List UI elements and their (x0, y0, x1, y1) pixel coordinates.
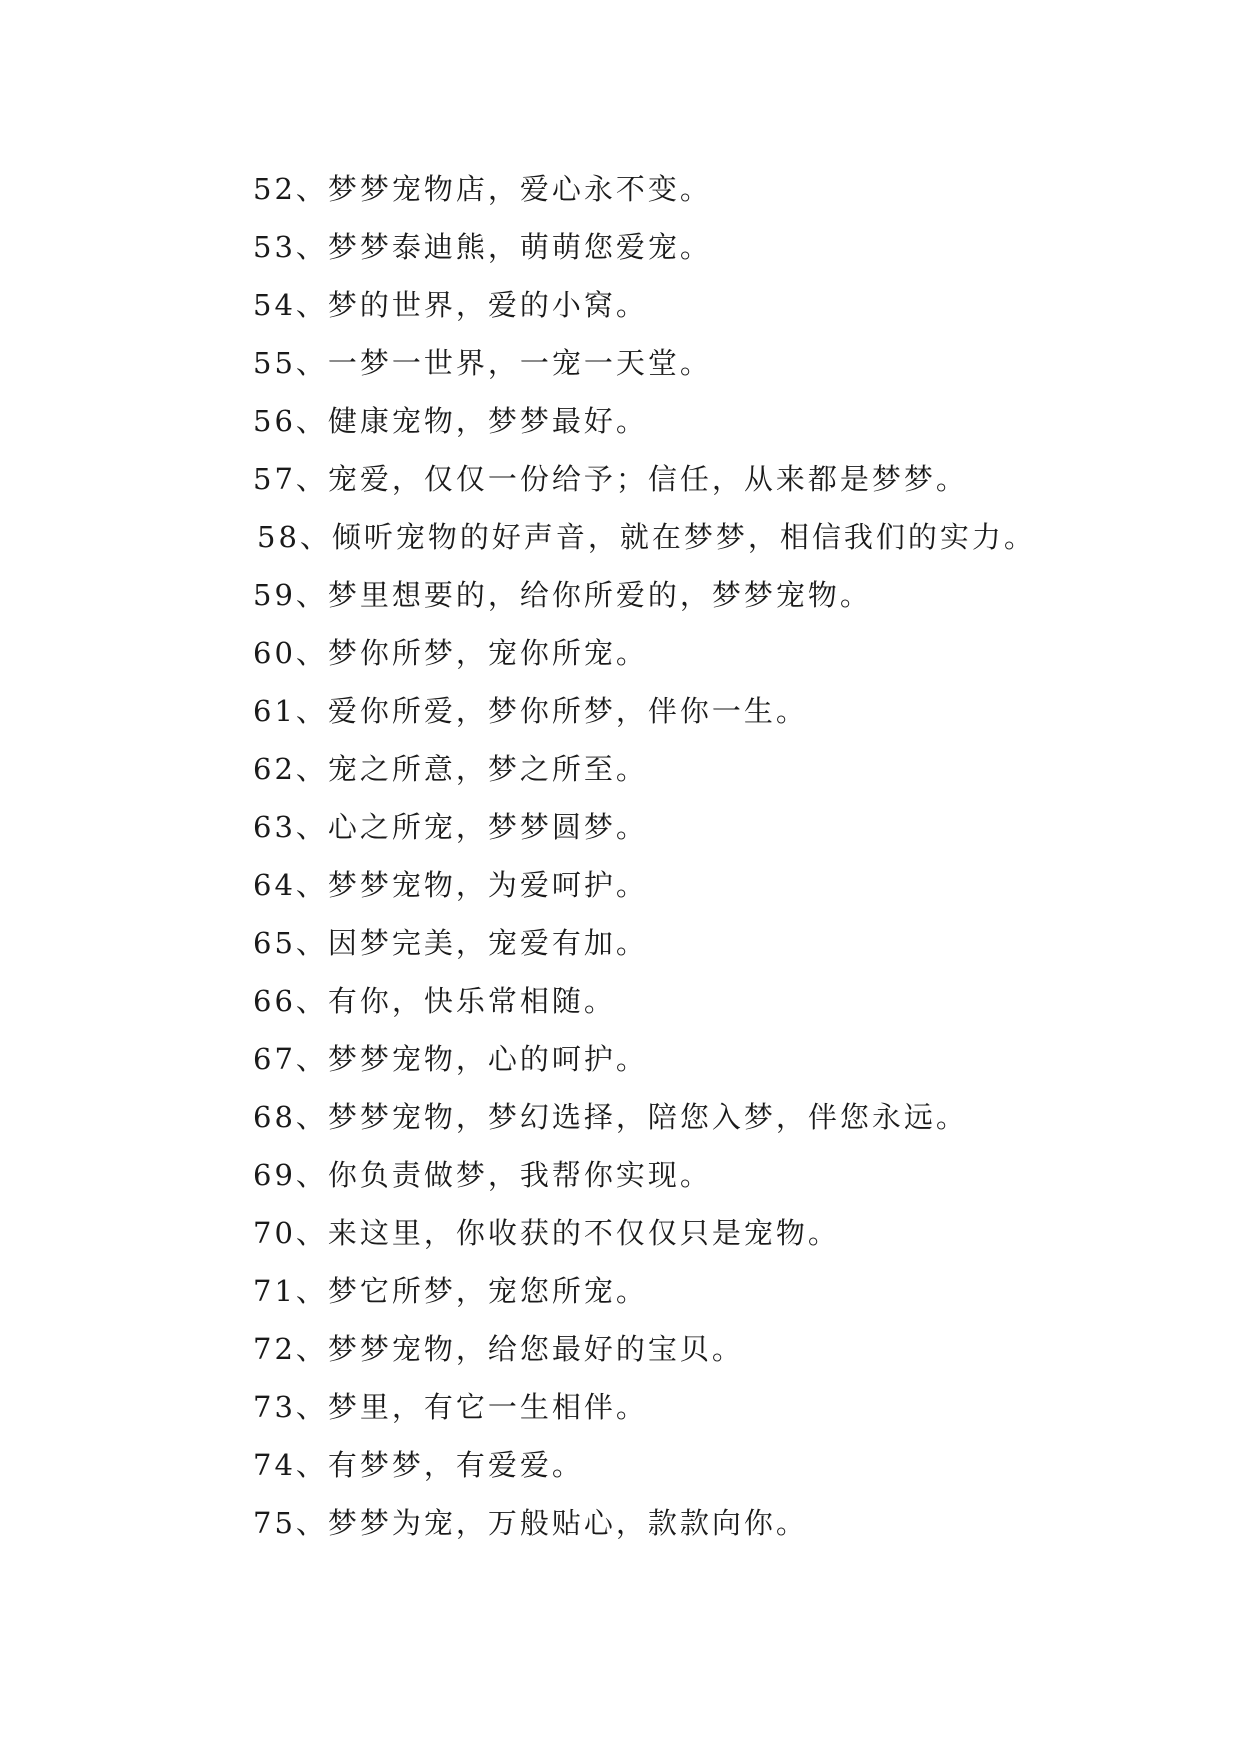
slogan-line: 58、倾听宠物的好声音，就在梦梦，相信我们的实力。 (257, 520, 1036, 554)
slogan-line: 73、梦里，有它一生相伴。 (253, 1390, 648, 1424)
slogan-line: 74、有梦梦，有爱爱。 (253, 1448, 584, 1482)
slogan-line: 52、梦梦宠物店，爱心永不变。 (253, 172, 712, 206)
slogan-line: 71、梦它所梦，宠您所宠。 (253, 1274, 648, 1308)
slogan-line: 68、梦梦宠物，梦幻选择，陪您入梦，伴您永远。 (253, 1100, 968, 1134)
slogan-line: 67、梦梦宠物，心的呵护。 (253, 1042, 648, 1076)
slogan-line: 66、有你，快乐常相随。 (253, 984, 616, 1018)
slogan-line: 56、健康宠物，梦梦最好。 (253, 404, 648, 438)
slogan-line: 72、梦梦宠物，给您最好的宝贝。 (253, 1332, 744, 1366)
slogan-line: 62、宠之所意，梦之所至。 (253, 752, 648, 786)
slogan-list (253, 160, 1036, 1552)
slogan-line: 55、一梦一世界，一宠一天堂。 (253, 346, 712, 380)
slogan-line: 57、宠爱，仅仅一份给予；信任，从来都是梦梦。 (253, 462, 968, 496)
slogan-line: 65、因梦完美，宠爱有加。 (253, 926, 648, 960)
slogan-line: 59、梦里想要的，给你所爱的，梦梦宠物。 (253, 578, 872, 612)
slogan-line: 54、梦的世界，爱的小窝。 (253, 288, 648, 322)
slogan-line: 69、你负责做梦，我帮你实现。 (253, 1158, 712, 1192)
slogan-line: 63、心之所宠，梦梦圆梦。 (253, 810, 648, 844)
slogan-line: 60、梦你所梦，宠你所宠。 (253, 636, 648, 670)
slogan-line: 70、来这里，你收获的不仅仅只是宠物。 (253, 1216, 840, 1250)
slogan-line: 61、爱你所爱，梦你所梦，伴你一生。 (253, 694, 808, 728)
slogan-line: 64、梦梦宠物，为爱呵护。 (253, 868, 648, 902)
slogan-line: 75、梦梦为宠，万般贴心，款款向你。 (253, 1506, 808, 1540)
slogan-line: 53、梦梦泰迪熊，萌萌您爱宠。 (253, 230, 712, 264)
